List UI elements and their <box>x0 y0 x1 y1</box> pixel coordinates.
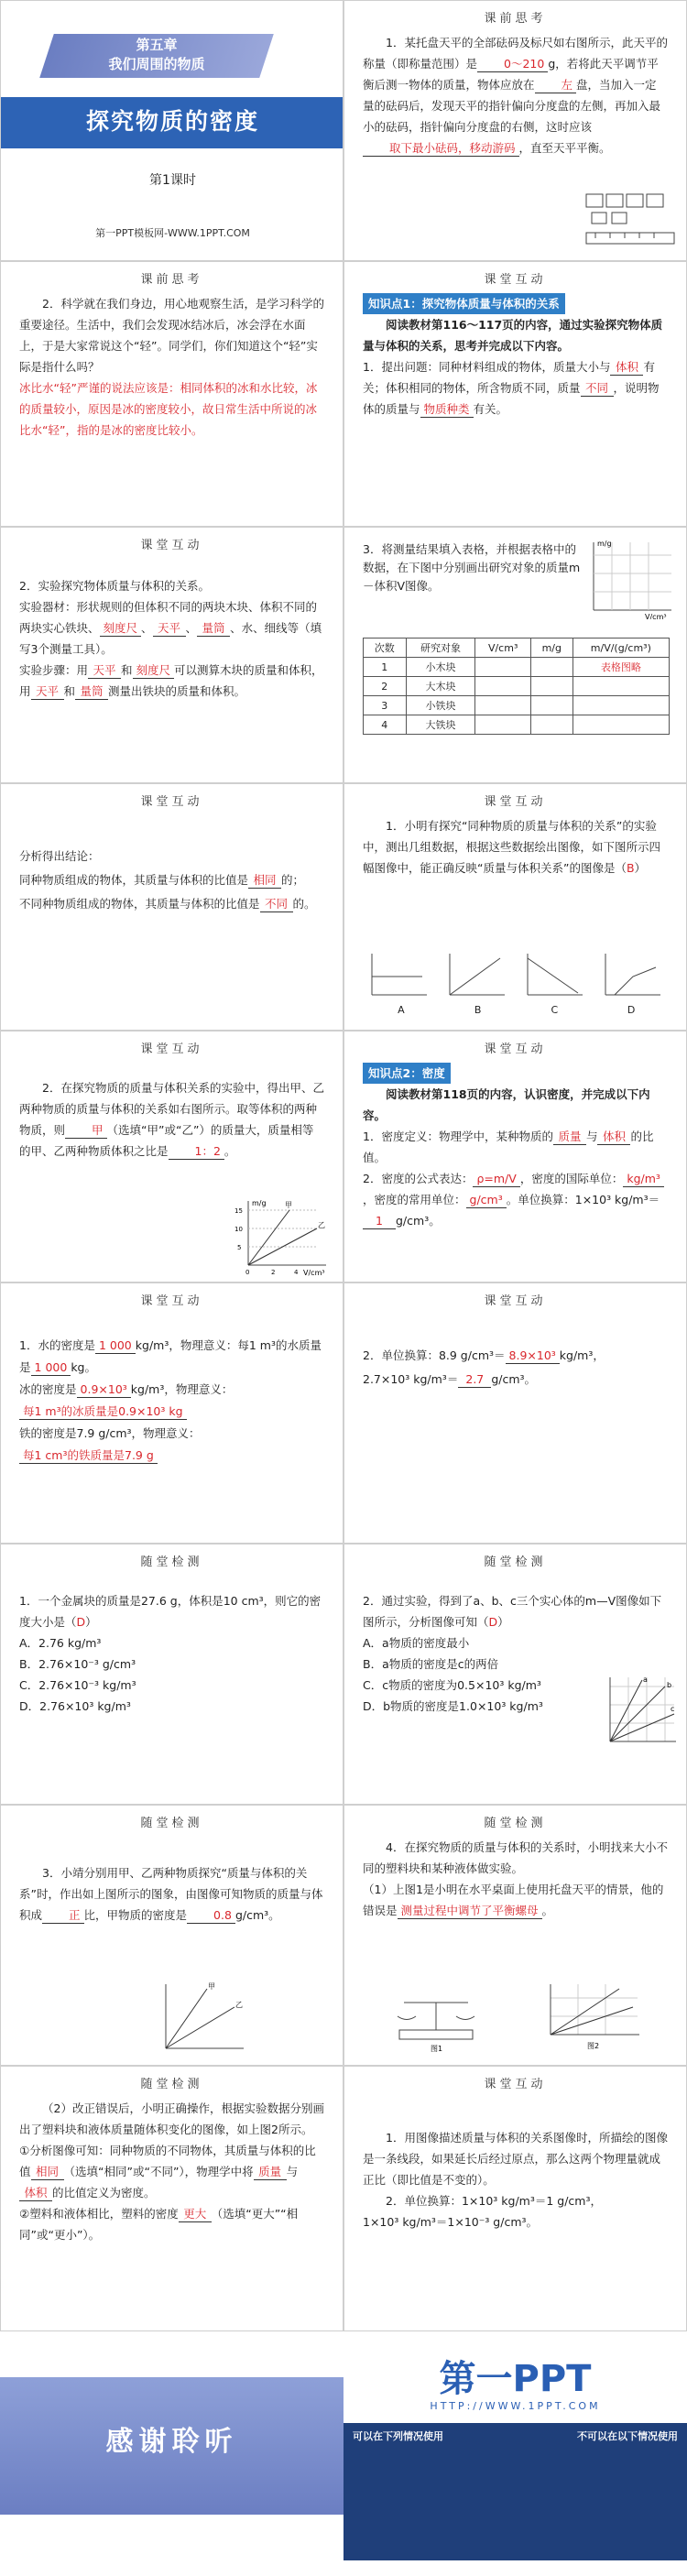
table-cell <box>572 715 669 735</box>
slide-summary <box>344 2066 687 2331</box>
table-header: m/V/(g/cm³) <box>572 639 669 658</box>
table-cell <box>475 658 530 677</box>
empty-mv-graph <box>584 537 676 619</box>
slide-content <box>1 1307 343 1467</box>
answer-blank: g/cm³ <box>466 1193 507 1208</box>
table-cell: 小铁块 <box>406 696 475 715</box>
option: B．a物质的密度是c的两倍 <box>363 1657 499 1671</box>
table-cell: 4 <box>364 715 407 735</box>
answer-blank: 1 <box>363 1214 396 1229</box>
slide-heading: 课前思考 <box>484 12 547 26</box>
answer-choice: D <box>488 1615 498 1629</box>
chapter-number: 第五章 <box>136 37 178 53</box>
reading-intro: 阅读教材第116～117页的内容，通过实验探究物体质量与体积的关系，思考并完成以下内容。 <box>363 318 663 353</box>
choice-label: D <box>627 1004 636 1016</box>
slide-test-2 <box>344 1544 687 1805</box>
axis-label-v: V/cm³ <box>303 1269 325 1277</box>
text: 与 <box>286 2165 299 2178</box>
text: 3．小靖分别用甲、乙两种物质探究“质量与体积的关系”时，作出如上图所示的图象，由图像可知物质的质量与体积成 <box>19 1866 323 1922</box>
answer-text: 冰比水“轻”严谨的说法应该是：相同体积的冰和水比较，冰的质量较小，原因是冰的密度较小，故日常生活中所说的冰比水“轻”，指的是冰的密度比较小。 <box>19 381 318 437</box>
row-2 <box>0 261 687 527</box>
tick-label: 2 <box>271 1269 276 1276</box>
conversion-2 <box>363 1368 668 1392</box>
table-note: 表格图略 <box>572 658 669 677</box>
option: A．a物质的密度最小 <box>363 1636 470 1650</box>
table-row <box>364 696 670 715</box>
axis-label-v: V/cm³ <box>645 613 667 619</box>
text: 2．通过实验，得到了a、b、c三个实心体的m—V图像如下图所示，分析图像可知（ <box>363 1594 662 1629</box>
answer-blank: 刻度尺 <box>100 621 142 637</box>
slide-heading: 随堂检测 <box>140 2078 203 2091</box>
text: ，说明物体的质量与 <box>363 381 660 416</box>
slide-heading: 随堂检测 <box>484 1555 547 1569</box>
text: 1．某托盘天平的全部砝码及标尺如右图所示，此天平的称量（即称量范围）是 <box>363 36 668 71</box>
text: 比，甲物质的密度是 <box>83 1908 188 1922</box>
answer-blank: ρ=m/V <box>473 1172 519 1187</box>
answer-blank: 刻度尺 <box>133 663 175 679</box>
text: kg/m³， <box>559 1348 605 1362</box>
question-text: （2）改正错误后，小明正确操作，根据实验数据分别画出了塑料块和液体质量随体积变化的图像，如上图2所示。 <box>19 2101 324 2136</box>
formula-text <box>363 1168 668 1231</box>
page-title: 探究物质的密度 <box>85 108 259 135</box>
mv-graph-2 <box>537 1980 647 2053</box>
answer-blank: 相同 <box>31 2165 64 2180</box>
text: ，直至天平平衡。 <box>518 141 611 155</box>
table-cell <box>475 715 530 735</box>
balance-illustration <box>381 1984 491 2053</box>
conclusion-title: 分析得出结论： <box>19 849 100 863</box>
chapter-banner-text <box>47 36 267 74</box>
axis-label-m: m/g <box>597 540 612 548</box>
series-label: b <box>667 1681 672 1689</box>
slide-heading: 随堂检测 <box>484 1817 547 1830</box>
slide-heading: 课堂互动 <box>140 1042 203 1056</box>
slide-heading: 课堂互动 <box>140 795 203 809</box>
answer-blank: 1 000 <box>31 1360 71 1376</box>
text: 1．水的密度是 <box>19 1338 95 1352</box>
row-3 <box>0 527 687 783</box>
row-4 <box>0 783 687 1031</box>
text: g/cm³。 <box>491 1372 537 1386</box>
tick-label: 0 <box>245 1269 250 1276</box>
question-text <box>19 1862 324 1926</box>
brand-url: HTTP://WWW.1PPT.COM <box>430 2400 601 2412</box>
text: （选填“更大”“相同”或“更小”）。 <box>19 2207 299 2242</box>
choice-labels <box>363 1004 670 1016</box>
slide-heading: 课堂互动 <box>140 539 203 552</box>
row-1 <box>0 0 687 261</box>
tick-label: 5 <box>237 1244 242 1251</box>
slide-content <box>1 1829 343 1926</box>
row-5 <box>0 1031 687 1283</box>
slide-content <box>1 551 343 702</box>
answer-blank: 体积 <box>610 360 643 376</box>
row-8 <box>0 1805 687 2066</box>
table-header: V/cm³ <box>475 639 530 658</box>
chapter-title: 我们周围的物质 <box>108 56 205 72</box>
slide-test-4 <box>344 1805 687 2066</box>
jia-yi-graph <box>230 1196 331 1279</box>
text: 2．单位换算：8.9 g/cm³＝ <box>363 1348 506 1362</box>
slide-content <box>344 1307 686 1392</box>
summary-3: 1×10³ kg/m³＝1×10⁻³ g/cm³。 <box>363 2215 539 2229</box>
reading-intro: 阅读教材第118页的内容，认识密度，并完成以下内容。 <box>363 1087 650 1122</box>
text: 、 <box>141 621 153 635</box>
table-cell: 2 <box>364 677 407 696</box>
table-cell: 大木块 <box>406 677 475 696</box>
question-text: 2．科学就在我们身边，用心地观察生活，是学习科学的重要途径。生活中，我们会发现冰结冰后，冰会浮在水面上，于是大家常说这个“轻”。同学们，你们知道这个“轻”实际是指什么吗？ <box>19 297 324 374</box>
text: 测量出铁块的质量和体积。 <box>108 684 246 698</box>
answer-choice: D <box>76 1615 86 1629</box>
steps-text <box>19 660 324 702</box>
table-header: 研究对象 <box>406 639 475 658</box>
slide-test-1 <box>0 1544 344 1805</box>
text: 的； <box>281 873 305 887</box>
sub-question <box>19 2203 324 2245</box>
text: 有关；体积相同的物体，所含物质不同，质量 <box>363 360 655 395</box>
text: ②塑料和液体相比，塑料的密度 <box>19 2207 179 2221</box>
choice-label: B <box>474 1004 482 1016</box>
answer-blank: 正 <box>42 1908 84 1924</box>
text: （选填“相同”或“不同”），物理学中将 <box>63 2165 254 2178</box>
answer-blank: 每1 cm³的铁质量是7.9 g <box>19 1448 158 1464</box>
definition-text <box>363 1126 668 1168</box>
answer-blank: 0.9×10³ <box>77 1382 131 1398</box>
answer-blank: 左 <box>535 78 577 93</box>
text: 同种物质组成的物体，其质量与体积的比值是 <box>19 873 249 887</box>
answer-blank: 取下最小砝码，移动游码 <box>363 141 519 157</box>
text: g/cm³。 <box>396 1214 441 1228</box>
sub-question <box>363 1879 668 1921</box>
slide-content <box>344 25 686 158</box>
tick-label: 15 <box>234 1207 243 1215</box>
slide-content <box>1 808 343 916</box>
brand-panel <box>344 2423 687 2560</box>
text: kg。 <box>71 1360 96 1374</box>
text: （1）上图1是小明在水平桌面上使用托盘天平的情景，他的错误是 <box>363 1883 664 1917</box>
slide-content <box>344 1829 686 1921</box>
equipment-text <box>19 596 324 660</box>
series-label: 乙 <box>235 2001 243 2009</box>
slide-ice-question <box>0 261 344 527</box>
text: 的比值。 <box>363 1130 654 1164</box>
text: 和 <box>63 684 76 698</box>
table-cell: 3 <box>364 696 407 715</box>
answer-blank: 每1 m³的冰质量是0.9×10³ kg <box>19 1404 187 1420</box>
table-cell <box>572 696 669 715</box>
answer-blank: 相同 <box>248 873 281 889</box>
summary-2: 2．单位换算：1×10³ kg/m³＝1 g/cm³， <box>386 2194 602 2208</box>
table-header: 次数 <box>364 639 407 658</box>
slide-test-3 <box>0 1805 344 2066</box>
row-9 <box>0 2066 687 2331</box>
slide-content <box>1 1568 343 1717</box>
thanks-slide <box>0 2331 344 2576</box>
answer-blank: 1：2 <box>169 1144 224 1160</box>
text: 实验器材：形状规则的但体积不同的两块木块、体积不同的两块实心铁块、 <box>19 600 318 635</box>
answer-blank: 天平 <box>88 663 121 679</box>
slide-heading: 课堂互动 <box>484 273 547 287</box>
slide-heading: 课堂互动 <box>484 795 547 809</box>
text: 冰的密度是 <box>19 1382 77 1396</box>
series-label: 乙 <box>318 1221 325 1229</box>
slide-experiment <box>0 527 344 783</box>
slide-knowledge-1 <box>344 261 687 527</box>
text: 有关。 <box>473 402 508 416</box>
text: 2.7×10³ kg/m³＝ <box>363 1372 459 1386</box>
answer-choice: B <box>626 861 635 875</box>
brand-slide <box>344 2331 687 2576</box>
slide-heading: 课堂互动 <box>484 1294 547 1308</box>
figure-label: 图2 <box>587 2042 600 2050</box>
text: 1．一个金属块的质量是27.6 g，体积是10 cm³，则它的密度大小是（ <box>19 1594 322 1629</box>
water-text <box>19 1335 324 1379</box>
question-text <box>363 1590 668 1632</box>
option: C．2.76×10⁻³ kg/m³ <box>19 1678 136 1692</box>
option: A．2.76 kg/m³ <box>19 1636 102 1650</box>
choice-label: C <box>551 1004 559 1016</box>
table-cell: 1 <box>364 658 407 677</box>
answer-blank: 1 000 <box>95 1338 136 1354</box>
sub-question <box>19 2140 324 2203</box>
text: 、 <box>185 621 198 635</box>
table-cell <box>572 677 669 696</box>
answer-blank: 不同 <box>581 381 614 397</box>
slide-knowledge-2 <box>344 1031 687 1283</box>
table-cell <box>530 677 572 696</box>
option: B．2.76×10⁻³ g/cm³ <box>19 1657 136 1671</box>
text: 。 <box>224 1144 236 1158</box>
text: 1．密度定义：物理学中，某种物质的 <box>363 1130 553 1143</box>
slide-heading: 课堂互动 <box>484 1042 547 1056</box>
table-header: m/g <box>530 639 572 658</box>
answer-blank: 0～210 <box>477 57 548 72</box>
table-cell: 小木块 <box>406 658 475 677</box>
panel-headings <box>353 2429 678 2443</box>
series-label: 甲 <box>208 1982 215 1991</box>
table-cell <box>530 715 572 735</box>
text: ，密度的国际单位： <box>519 1172 624 1185</box>
text: ） <box>634 861 647 875</box>
slide-balance-question <box>344 0 687 261</box>
tick-label: 10 <box>234 1226 243 1233</box>
text: 和 <box>121 663 133 677</box>
table-row <box>364 658 670 677</box>
step-title: 2．实验探究物体质量与体积的关系。 <box>19 579 210 593</box>
row-10 <box>0 2331 687 2576</box>
answer-blank: 更大 <box>179 2207 212 2222</box>
text: 2．密度的公式表达： <box>363 1172 474 1185</box>
slide-graph-choice <box>344 783 687 1031</box>
knowledge-point-badge: 知识点1：探究物体质量与体积的关系 <box>363 293 565 314</box>
question-text <box>363 32 668 158</box>
slide-content <box>1 1055 343 1162</box>
table-row <box>364 715 670 735</box>
series-label: 甲 <box>285 1201 292 1209</box>
text: 盘，当加入一定量的砝码后，发现天平的指针偏向分度盘的左侧，再加入最小的砝码，指针偏向分度盘的右侧，这时应该 <box>363 78 661 134</box>
weights-illustration <box>583 189 679 253</box>
conversion-1 <box>363 1344 668 1368</box>
answer-blank: kg/m³ <box>623 1172 664 1187</box>
text: ） <box>85 1615 97 1629</box>
disallowed-heading: 不可以在以下情况使用 <box>577 2430 678 2442</box>
table-cell <box>530 658 572 677</box>
text: kg/m³，物理意义：每1 m³的水质量是 <box>19 1338 322 1374</box>
text: 、水、细线等（填写3个测量工具）。 <box>19 621 322 656</box>
question-text <box>363 815 668 879</box>
table-cell: 大铁块 <box>406 715 475 735</box>
table-cell <box>530 696 572 715</box>
series-label: c <box>671 1705 675 1713</box>
text: 可以测算木块的质量和体积，用 <box>19 663 323 698</box>
conclusion-1 <box>19 868 324 892</box>
text: ①分析图像可知：同种物质的不同物体，其质量与体积的比值 <box>19 2144 316 2178</box>
row-6 <box>0 1283 687 1544</box>
option: D．b物质的密度是1.0×10³ kg/m³ <box>363 1699 543 1713</box>
slide-content <box>344 808 686 879</box>
site-credit: 第一PPT模板网-WWW.1PPT.COM <box>95 227 250 239</box>
slide-conclusion <box>0 783 344 1031</box>
slide-water-density <box>0 1283 344 1544</box>
text: 不同种物质组成的物体，其质量与体积的比值是 <box>19 897 260 911</box>
slide-content <box>1 286 343 441</box>
slide-unit-conversion <box>344 1283 687 1544</box>
answer-blank: 天平 <box>153 621 186 637</box>
slide-content <box>1 2090 343 2245</box>
text: g/cm³。 <box>234 1908 280 1922</box>
brand-logo: 第一PPT <box>439 2358 592 2400</box>
cover-slide <box>0 0 344 261</box>
row-7 <box>0 1544 687 1805</box>
answer-blank: 天平 <box>31 684 64 700</box>
table-row <box>364 677 670 696</box>
answer-blank: 物质种类 <box>420 402 474 418</box>
axis-label-m: m/g <box>252 1199 267 1207</box>
text: g，若将此天平调节平衡后测一物体的质量，物体应放在 <box>363 57 659 92</box>
option: D．2.76×10³ kg/m³ <box>19 1699 131 1713</box>
table-cell <box>475 696 530 715</box>
allowed-heading: 可以在下列情况使用 <box>353 2430 443 2442</box>
text: 。 <box>541 1904 554 1917</box>
answer-blank: 甲 <box>65 1123 107 1139</box>
conclusion-2 <box>19 892 324 916</box>
slide-content <box>344 286 686 420</box>
answer-blank: 2.7 <box>458 1372 491 1388</box>
text: 1．提出问题：同种材料组成的物体，质量大小与 <box>363 360 611 374</box>
slide-table <box>344 527 687 783</box>
tick-label: 4 <box>294 1269 299 1276</box>
slide-heading: 随堂检测 <box>140 1555 203 1569</box>
answer-blank: 0.8 <box>187 1908 235 1924</box>
slide-jia-yi <box>0 1031 344 1283</box>
text: ，密度的常用单位： <box>363 1193 466 1206</box>
text: 与 <box>585 1130 598 1143</box>
choice-graphs <box>363 949 670 1004</box>
answer-blank: 不同 <box>260 897 293 912</box>
iron-text: 铁的密度是7.9 g/cm³，物理意义： <box>19 1426 201 1440</box>
option: C．c物质的密度为0.5×10³ kg/m³ <box>363 1678 541 1692</box>
table-header-row <box>364 639 670 658</box>
text: 1．小明有探究“同种物质的质量与体积的关系”的实验中，测出几组数据，根据这些数据绘出图像，如下图所示四幅图像中，能正确反映“质量与体积关系”的图像是（ <box>363 819 661 875</box>
summary-1: 1．用图像描述质量与体积的关系图像时，所描绘的图像是一条线段，如果延长后经过原点，那么这两个物理量就成正比（即比值是不变的）。 <box>363 2131 668 2187</box>
answer-blank: 量筒 <box>197 621 230 637</box>
slide-heading: 课堂互动 <box>140 1294 203 1308</box>
slide-test-5 <box>0 2066 344 2331</box>
series-label: a <box>643 1675 648 1684</box>
slide-heading: 随堂检测 <box>140 1817 203 1830</box>
choice-label: A <box>398 1004 405 1016</box>
question-text: 3．将测量结果填入表格，并根据表格中的数据，在下图中分别画出研究对象的质量m－体积V图像。 <box>363 542 581 593</box>
text: 的比值定义为密度。 <box>52 2186 156 2199</box>
answer-blank: 测量过程中调节了平衡螺母 <box>398 1904 542 1919</box>
question-text <box>363 356 668 420</box>
text: 实验步骤：用 <box>19 663 89 677</box>
answer-blank: 体积 <box>597 1130 630 1145</box>
text: ） <box>497 1615 509 1629</box>
table-cell <box>475 677 530 696</box>
slide-heading: 课堂互动 <box>484 2078 547 2091</box>
ice-text <box>19 1379 324 1401</box>
slide-content <box>344 1055 686 1231</box>
thanks-text: 感谢聆听 <box>105 2426 238 2458</box>
answer-blank: 8.9×10³ <box>506 1348 560 1364</box>
lesson-subtitle: 第1课时 <box>149 173 196 188</box>
answer-blank: 体积 <box>19 2186 52 2201</box>
data-table <box>363 638 670 735</box>
answer-blank: 量筒 <box>75 684 108 700</box>
text: kg/m³，物理意义： <box>130 1382 234 1396</box>
jia-yi-graph-2 <box>157 1980 248 2058</box>
question-text: 4．在探究物质的质量与体积的关系时，小明找来大小不同的塑料块和某种液体做实验。 <box>363 1840 668 1875</box>
answer-blank: 质量 <box>553 1130 586 1145</box>
question-text <box>19 1077 324 1162</box>
text: （选填“甲”或“乙”）的质量大，质量相等的甲、乙两种物质体积之比是 <box>19 1123 314 1158</box>
text: 。单位换算：1×10³ kg/m³＝ <box>506 1193 660 1206</box>
text: 2．在探究物质的质量与体积关系的实验中，得出甲、乙两种物质的质量与体积的关系如右图所示。取等体积的两种物质，则 <box>19 1081 324 1137</box>
figure-label: 图1 <box>431 2045 443 2053</box>
text: 的。 <box>292 897 316 911</box>
answer-blank: 质量 <box>254 2165 287 2180</box>
question-text <box>19 1590 324 1632</box>
abc-graph <box>601 1673 679 1751</box>
slide-content <box>344 2090 686 2232</box>
knowledge-point-badge: 知识点2：密度 <box>363 1063 451 1084</box>
slide-heading: 课前思考 <box>140 273 203 287</box>
